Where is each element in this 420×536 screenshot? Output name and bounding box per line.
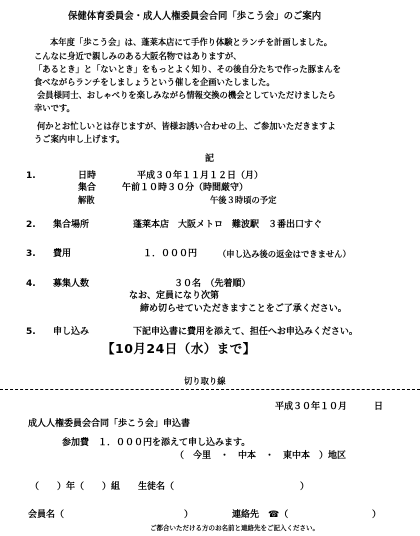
- item-number: 2.: [26, 220, 36, 230]
- item-number: 5.: [26, 327, 36, 337]
- form-date: 平成３０年１０月 日: [275, 402, 384, 412]
- capacity-count: ３０名 （先着順）: [174, 279, 251, 289]
- contact-close: ）: [372, 510, 382, 520]
- ki-heading: 記: [205, 154, 215, 164]
- gather-label: 集合: [78, 183, 97, 193]
- intro-line: 食べながらランチをしましょうという催しを企画いたしました。: [34, 77, 275, 87]
- item-label-fee: 費用: [53, 249, 72, 259]
- intro-line: 何かとお忙しいとは存じますが、皆様お誘い合わせの上、ご参加いただきますよ: [37, 121, 336, 131]
- item-number: 3.: [26, 249, 36, 259]
- form-title: 成人人権委員会合同「歩こう会」申込書: [28, 419, 191, 429]
- meeting-place: 蓬莱本店 大阪メトロ 難波駅 ３番出口すぐ: [133, 220, 323, 230]
- capacity-note-1: なお、定員になり次第: [129, 291, 220, 301]
- dismiss-label: 解散: [78, 195, 95, 205]
- item-number: 1.: [26, 171, 36, 181]
- event-date: 平成３０年１１月１２日（月）: [137, 171, 264, 181]
- form-fee-line: 参加費 １．０００円を添えて申し込みます。: [62, 438, 251, 448]
- item-label-datetime: 日時: [78, 171, 97, 181]
- class-student-line[interactable]: （ ）年（ ）組 生徒名（ ）: [30, 482, 310, 492]
- page-title: 保健体育委員会・成人人権委員会合同「歩こう会」のご案内: [68, 11, 322, 22]
- cut-line: [0, 389, 420, 390]
- intro-line: こんなに身近で親しみのある大阪名物ではありますが、: [34, 51, 242, 61]
- apply-instructions: 下記申込書に費用を添えて、担任へお申込みください。: [133, 327, 358, 337]
- intro-line: 幸いです。: [34, 103, 75, 113]
- item-number: 4.: [26, 279, 36, 289]
- apply-deadline: 【10月24日（水）まで】: [102, 341, 256, 356]
- gather-time: 午前１０時３０分（時間厳守）: [122, 183, 249, 193]
- fee-note: （申し込み後の返金はできません）: [218, 249, 351, 259]
- item-label-capacity: 募集人数: [53, 279, 90, 289]
- member-name-label[interactable]: 会員名（: [28, 510, 65, 520]
- fee-amount: １．０００円: [143, 249, 198, 259]
- intro-line: 本年度「歩こう会」は、蓬莱本店にて手作り体験とランチを計画しました。: [50, 37, 333, 47]
- intro-line: 「あるとき」と「ないとき」をもっとよく知り、その後自分たちで作った豚まんを: [34, 64, 341, 74]
- dismiss-time: 午後３時頃の予定: [210, 195, 277, 205]
- intro-line: 会員様同士、おしゃべりを楽しみながら情報交換の機会としていただけましたら: [37, 90, 336, 100]
- item-label-apply: 申し込み: [53, 327, 90, 337]
- member-name-close: ）: [184, 510, 194, 520]
- form-note: ご都合いただける方のお名前と連絡先をご記入ください。: [150, 524, 319, 532]
- contact-label[interactable]: 連絡先 ☎（: [232, 510, 289, 520]
- item-label-place: 集合場所: [53, 220, 90, 230]
- intro-line: うご案内申し上げます。: [34, 134, 125, 144]
- capacity-note-2: 締め切らせていただきますことをご了承ください。: [140, 304, 347, 314]
- district-options[interactable]: （ 今里 ・ 中本 ・ 東中本 ）地区: [175, 451, 347, 461]
- cut-line-label: 切り取り線: [184, 376, 226, 386]
